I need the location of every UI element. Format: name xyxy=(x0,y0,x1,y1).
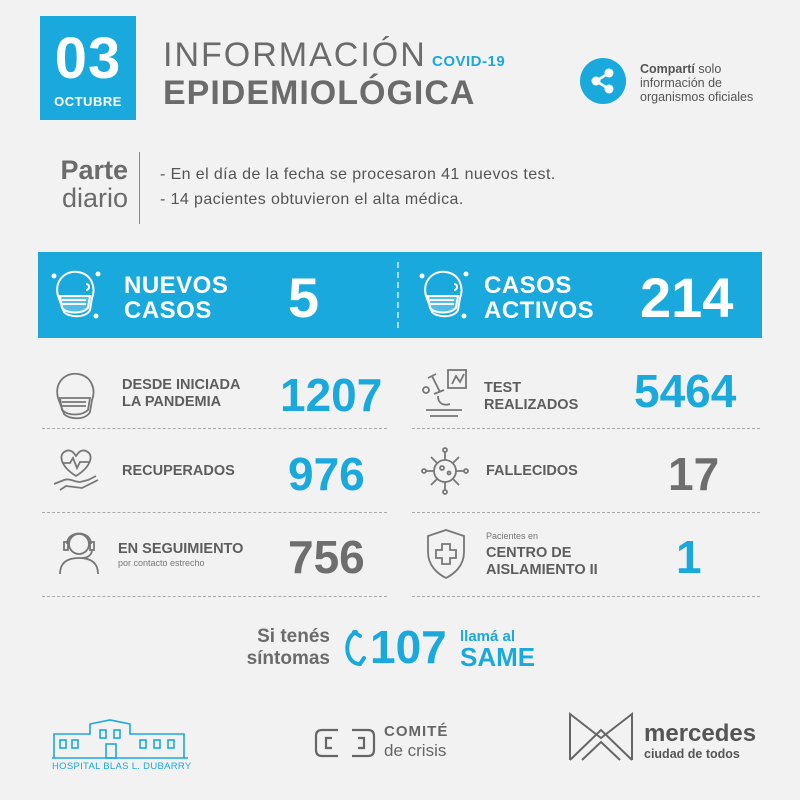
comite-title: COMITÉ xyxy=(384,723,449,740)
seguimiento-label: EN SEGUIMIENTO xyxy=(118,541,244,557)
test-label-2: REALIZADOS xyxy=(484,397,579,413)
date-month: OCTUBRE xyxy=(54,94,122,109)
mercedes-title: mercedes xyxy=(644,720,757,747)
test-label-1: TEST xyxy=(484,380,522,396)
masked-face-icon xyxy=(50,266,102,322)
mercedes-subtitle: ciudad de todos xyxy=(644,747,740,761)
recuperados-value: 976 xyxy=(288,448,365,500)
row-divider xyxy=(42,428,387,429)
row-divider xyxy=(412,512,760,513)
comite-subtitle: de crisis xyxy=(384,741,447,760)
share-message xyxy=(640,62,780,104)
pandemia-label-2: LA PANDEMIA xyxy=(122,394,222,410)
same-question-1: Si tenés xyxy=(257,626,330,647)
recuperados-label: RECUPERADOS xyxy=(122,463,235,479)
share-icon[interactable] xyxy=(580,58,626,104)
row-divider xyxy=(42,596,387,597)
aislamiento-note: Pacientes en xyxy=(486,531,539,541)
aislamiento-value: 1 xyxy=(676,531,702,583)
parte-divider xyxy=(139,152,140,224)
masked-face-icon xyxy=(418,266,470,322)
row-divider xyxy=(42,512,387,513)
headset-operator-icon xyxy=(56,526,102,576)
row-divider xyxy=(412,596,760,597)
comite-logo-icon xyxy=(314,724,376,762)
hospital-logo xyxy=(50,712,190,760)
fallecidos-label: FALLECIDOS xyxy=(486,463,578,479)
covid-tag: COVID-19 xyxy=(432,53,506,70)
seguimiento-sub: por contacto estrecho xyxy=(118,558,205,568)
parte-lines xyxy=(160,162,556,212)
seguimiento-value: 756 xyxy=(288,531,365,583)
test-value: 5464 xyxy=(634,365,737,417)
fallecidos-value: 17 xyxy=(668,448,720,500)
heart-hand-icon xyxy=(52,446,100,492)
pandemia-value: 1207 xyxy=(280,369,383,421)
shield-cross-icon xyxy=(424,528,468,580)
date-badge xyxy=(40,16,136,120)
activos-label-1: CASOS xyxy=(484,272,572,299)
same-number[interactable]: 107 xyxy=(370,621,447,673)
nuevos-value: 5 xyxy=(288,266,320,329)
same-question xyxy=(234,626,330,670)
parte-line: - 14 pacientes obtuvieron el alta médica. xyxy=(160,191,464,208)
share-rest: solo información de organismos oficiales xyxy=(640,62,754,104)
masked-face-icon xyxy=(50,368,102,422)
aislamiento-label-1: CENTRO DE xyxy=(486,545,572,561)
same-call-text: llamá al xyxy=(460,628,516,645)
virus-icon xyxy=(420,446,470,496)
date-day: 03 xyxy=(54,26,122,91)
row-divider xyxy=(412,428,760,429)
aislamiento-label-2: AISLAMIENTO II xyxy=(486,562,598,578)
nuevos-label-1: NUEVOS xyxy=(124,272,229,299)
same-name: SAME xyxy=(460,642,536,672)
diario-label: diario xyxy=(61,183,128,213)
mercedes-logo-icon xyxy=(566,708,636,764)
microscope-icon xyxy=(420,366,470,420)
title-line2: EPIDEMIOLÓGICA xyxy=(163,74,476,112)
pandemia-label-1: DESDE INICIADA xyxy=(122,377,241,393)
hospital-name: HOSPITAL BLAS L. DUBARRY xyxy=(52,761,192,772)
same-question-2: síntomas xyxy=(246,648,330,669)
banner-divider xyxy=(397,262,399,328)
title-line1: INFORMACIÓN xyxy=(163,36,427,74)
activos-value: 214 xyxy=(640,266,734,329)
parte-line: - En el día de la fecha se procesaron 41 nuevos test. xyxy=(160,166,556,183)
nuevos-label-2: CASOS xyxy=(124,297,212,324)
phone-icon xyxy=(342,628,368,668)
share-bold: Compartí xyxy=(640,62,695,76)
parte-label: Parte xyxy=(60,155,128,185)
activos-label-2: ACTIVOS xyxy=(484,297,595,324)
